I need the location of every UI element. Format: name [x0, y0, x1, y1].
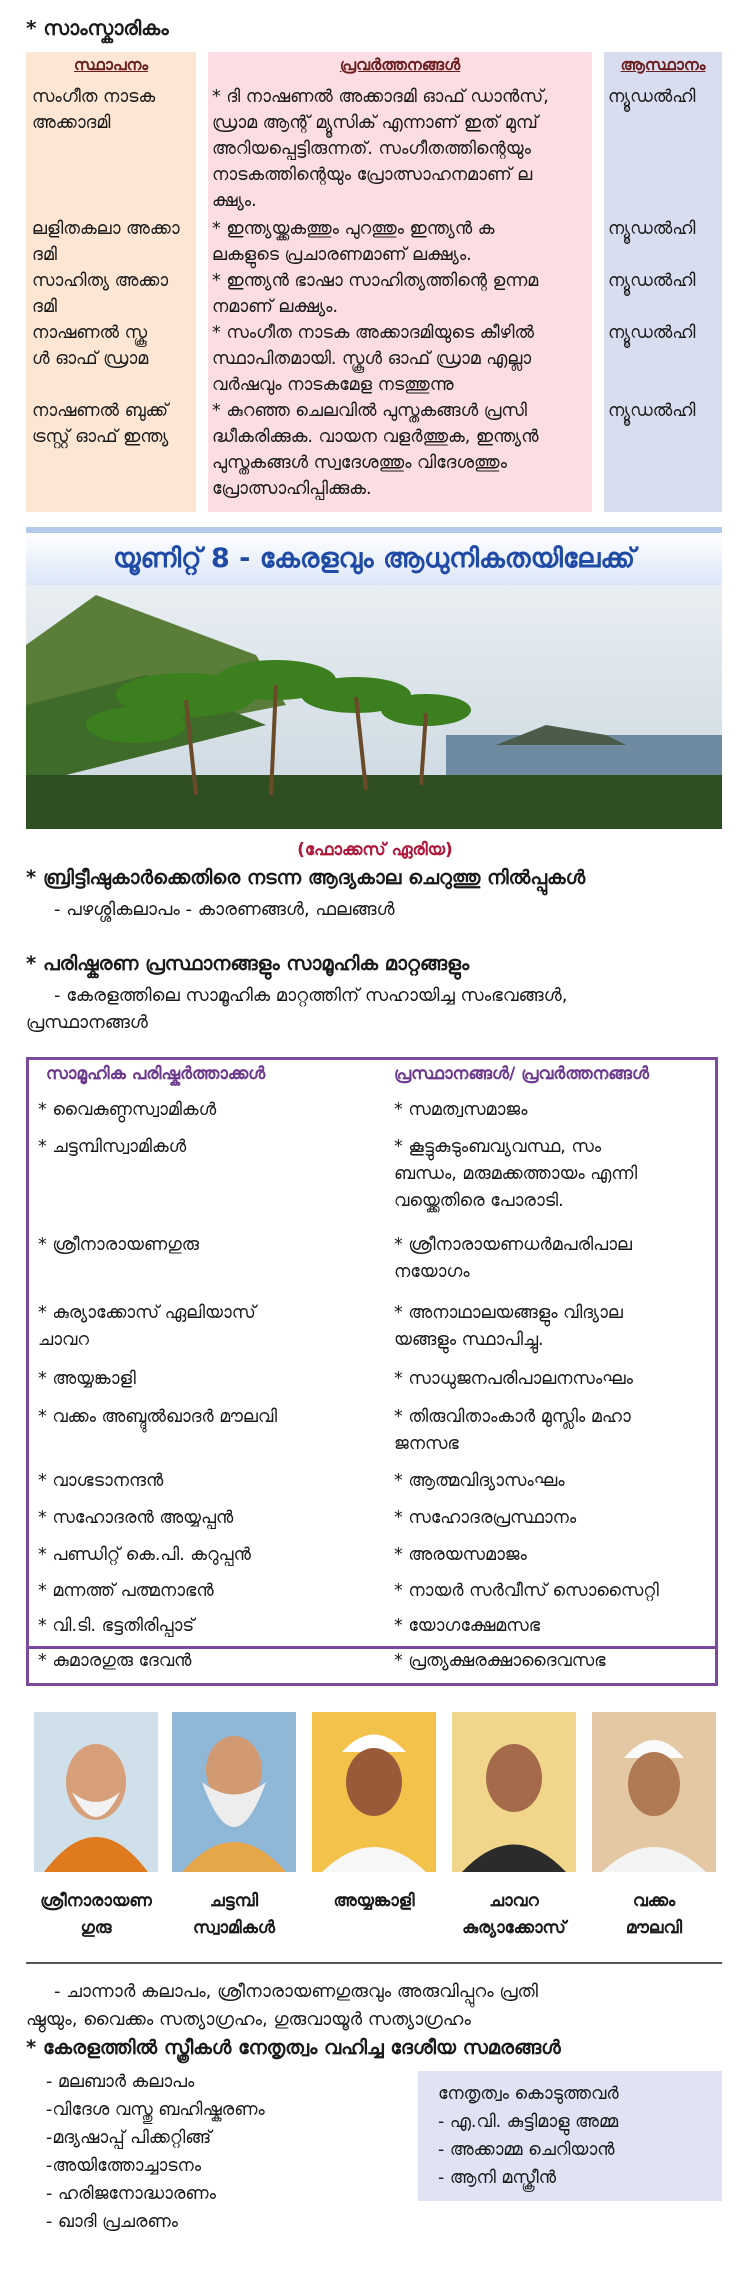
- institution-name: [32, 84, 196, 136]
- leader-item: - ആനി മസ്ക്രീൻ: [438, 2168, 557, 2188]
- line: ജനസഭ: [394, 1434, 459, 1454]
- reformer-movement: [394, 1134, 712, 1215]
- institution-activity: [212, 84, 588, 214]
- line: ലകളുടെ പ്രചാരണമാണ് ലക്ഷ്യം.: [212, 245, 472, 265]
- events-line: - ചാന്നാർ കലാപം, ശ്രീനാരായണഗുരുവും അരുവിപ്പുറം പ്രതി: [54, 1981, 538, 2002]
- point-heading: * ബ്രിട്ടീഷുകാർക്കെതിരെ നടന്ന ആദ്യകാല ചെറുത്തു നിൽപ്പുകൾ: [26, 866, 586, 889]
- portrait-ayyankali: [312, 1712, 436, 1872]
- point-sub: - പഴശ്ശികലാപം - കാരണങ്ങൾ, ഫലങ്ങൾ: [54, 899, 395, 920]
- line: നാഷണൽ സ്കൂ: [32, 323, 148, 343]
- line: * ശ്രീനാരായണധർമപരിപാല: [394, 1235, 632, 1255]
- line: മൗലവി: [625, 1918, 683, 1938]
- header-hq: ആസ്ഥാനം: [620, 55, 706, 74]
- institution-activity: [212, 216, 588, 268]
- line: ബന്ധം, മരുമക്കത്തായം എന്നി: [394, 1164, 638, 1184]
- reformer-movement: * സമത്വസമാജം: [394, 1100, 528, 1120]
- institution-hq: ന്യൂഡൽഹി: [608, 219, 696, 239]
- institution-activity: [212, 320, 588, 398]
- line: * തിരുവിതാംകാർ മുസ്ലിം മഹാ: [394, 1407, 631, 1427]
- line: അറിയപ്പെട്ടിരുന്നത്. സംഗീതത്തിന്റെയും: [212, 139, 532, 159]
- line: * കുര്യാക്കോസ് ഏലിയാസ്: [38, 1303, 256, 1323]
- line: * ഇന്ത്യയ്ക്കകത്തും പുറത്തും ഇന്ത്യൻ ക: [212, 219, 495, 239]
- institution-activity: [212, 268, 588, 320]
- line: ദമി: [32, 297, 57, 317]
- portrait-drawing: [312, 1712, 436, 1872]
- portrait-drawing: [172, 1712, 296, 1872]
- line: * ദി നാഷണൽ അക്കാദമി ഓഫ് ഡാൻസ്,: [212, 87, 549, 107]
- reformer-name: [38, 1300, 378, 1354]
- movement-item: -വിദേശ വസ്തു ബഹിഷ്കരണം: [46, 2100, 265, 2120]
- portrait-caption: [444, 1888, 584, 1942]
- institution-hq: ന്യൂഡൽഹി: [608, 87, 696, 107]
- leader-item: - എ.വി. കുട്ടിമാളു അമ്മ: [438, 2112, 619, 2132]
- leader-item: - അക്കാമ്മ ചെറിയാൻ: [438, 2140, 615, 2160]
- reformers-header-right: പ്രസ്ഥാനങ്ങൾ/ പ്രവർത്തനങ്ങൾ: [394, 1064, 650, 1084]
- reformer-name: * ചട്ടമ്പിസ്വാമികൾ: [38, 1137, 187, 1157]
- line: നാഷണൽ ബുക്ക്: [32, 401, 169, 421]
- movement-item: -മദ്യഷാപ്പ് പിക്കറ്റിങ്ങ്: [46, 2128, 212, 2148]
- line: പുസ്തകങ്ങൾ സ്വദേശത്തും വിദേശത്തും: [212, 453, 507, 473]
- women-struggles-heading: * കേരളത്തിൽ സ്ത്രീകൾ നേതൃത്വം വഹിച്ച ദേശീയ സമരങ്ങൾ: [26, 2036, 561, 2059]
- reformer-movement: * യോഗക്ഷേമസഭ: [394, 1616, 540, 1636]
- line: ഡ്രാമ ആന്റ് മ്യൂസിക് എന്നാണ് ഇത് മുമ്പ്: [212, 113, 538, 133]
- section-divider: [26, 1962, 722, 1964]
- line: * കൂട്ടുകുടുംബവ്യവസ്ഥ, സം: [394, 1137, 602, 1157]
- institution-name: [32, 268, 196, 320]
- line: ഗുരു: [80, 1918, 112, 1938]
- institution-hq: ന്യൂഡൽഹി: [608, 323, 696, 343]
- reformer-movement: [394, 1232, 712, 1286]
- line: ശ്രീനാരായണ: [40, 1891, 152, 1911]
- line: വക്കം: [632, 1891, 676, 1911]
- reformer-movement: * നായർ സർവീസ് സൊസൈറ്റി: [394, 1581, 659, 1601]
- reformer-name: * കുമാരഗുരു ദേവൻ: [38, 1651, 192, 1671]
- line: നയോഗം: [394, 1262, 470, 1282]
- line: നാടകത്തിന്റെയും പ്രോത്സാഹനമാണ് ല: [212, 165, 533, 185]
- point-heading: * പരിഷ്കരണ പ്രസ്ഥാനങ്ങളും സാമൂഹിക മാറ്റങ്ങളും: [26, 952, 470, 975]
- movement-item: - ഖാദി പ്രചരണം: [46, 2212, 178, 2232]
- portrait-caption: [304, 1888, 444, 1915]
- line: സ്വാമികൾ: [193, 1918, 275, 1938]
- kerala-landscape-image: [26, 585, 722, 829]
- landscape-illustration: [26, 585, 722, 829]
- line: ക്ഷ്യം.: [212, 191, 257, 211]
- portrait-drawing: [452, 1712, 576, 1872]
- line: ചട്ടമ്പി: [209, 1891, 259, 1911]
- line: സാഹിത്യ അക്കാ: [32, 271, 169, 291]
- portrait-caption: [164, 1888, 304, 1942]
- section-title-cultural: * സാംസ്കാരികം: [26, 16, 169, 40]
- point-sub: പ്രസ്ഥാനങ്ങൾ: [26, 1012, 148, 1033]
- reformer-movement: [394, 1404, 712, 1458]
- portrait-drawing: [34, 1712, 158, 1872]
- portrait-vakkom-moulavi: [592, 1712, 716, 1872]
- line: വർഷവും നാടകമേള നടത്തുന്നു: [212, 375, 454, 395]
- line: അക്കാദമി: [32, 113, 111, 133]
- portrait-drawing: [592, 1712, 716, 1872]
- line: ദ്ധീകരിക്കുക. വായന വളർത്തുക, ഇന്ത്യൻ: [212, 427, 539, 447]
- line: ദമി: [32, 245, 57, 265]
- reformer-name: * ശ്രീനാരായണഗുരു: [38, 1235, 199, 1255]
- line: * കുറഞ്ഞ ചെലവിൽ പുസ്തകങ്ങൾ പ്രസി: [212, 401, 527, 421]
- institution-activity: [212, 398, 588, 502]
- line: * അനാഥാലയങ്ങളും വിദ്യാല: [394, 1303, 623, 1323]
- line: ചാവറ: [38, 1330, 89, 1350]
- leaders-title: നേതൃത്വം കൊടുത്തവർ: [438, 2084, 619, 2104]
- line: ട്രസ്റ്റ് ഓഫ് ഇന്ത്യ: [32, 427, 169, 447]
- line: ലളിതകലാ അക്കാ: [32, 219, 180, 239]
- reformer-name: * അയ്യങ്കാളി: [38, 1369, 136, 1389]
- reformer-movement: * ആത്മവിദ്യാസംഘം: [394, 1471, 565, 1491]
- institution-name: [32, 398, 196, 450]
- line: യങ്ങളും സ്ഥാപിച്ചു.: [394, 1330, 544, 1350]
- line: നമാണ് ലക്ഷ്യം.: [212, 297, 339, 317]
- reformer-name: * സഹോദരൻ അയ്യപ്പൻ: [38, 1508, 234, 1528]
- portrait-caption: [584, 1888, 724, 1942]
- movement-item: - ഹരിജനോദ്ധാരണം: [46, 2184, 216, 2204]
- line: ചാവറ: [489, 1891, 539, 1911]
- line: പ്രോത്സാഹിപ്പിക്കുക.: [212, 479, 372, 499]
- reformers-header-left: സാമൂഹിക പരിഷ്കർത്താക്കൾ: [46, 1064, 266, 1084]
- reformer-name: * വക്കം അബ്ദുൽഖാദർ മൗലവി: [38, 1407, 278, 1427]
- focus-area-label: (ഫോക്കസ് ഏരിയ): [297, 840, 453, 860]
- line: കുര്യാക്കോസ്: [462, 1918, 566, 1938]
- line: സംഗീത നാടക: [32, 87, 156, 107]
- movement-item: - മലബാർ കലാപം: [46, 2072, 195, 2092]
- line: അയ്യങ്കാളി: [333, 1891, 415, 1911]
- header-institution: സ്ഥാപനം: [73, 55, 149, 74]
- portrait-sreenarayana-guru: [34, 1712, 158, 1872]
- line: * സംഗീത നാടക അക്കാദമിയുടെ കീഴിൽ: [212, 323, 535, 343]
- line: സ്ഥാപിതമായി. സ്കൂൾ ഓഫ് ഡ്രാമ എല്ലാ: [212, 349, 532, 369]
- line: * ഇന്ത്യൻ ഭാഷാ സാഹിത്യത്തിന്റെ ഉന്നമ: [212, 271, 539, 291]
- reformer-name: * വാഗ്ഭടാനന്ദൻ: [38, 1471, 164, 1491]
- institution-name: [32, 320, 196, 372]
- events-line: ഷ്ഠയും, വൈക്കം സത്യാഗ്രഹം, ഗുരുവായൂർ സത്യാഗ്രഹം: [26, 2009, 471, 2030]
- institution-hq: ന്യൂഡൽഹി: [608, 401, 696, 421]
- reformer-movement: * സാധുജനപരിപാലനസംഘം: [394, 1369, 634, 1389]
- point-sub: - കേരളത്തിലെ സാമൂഹിക മാറ്റത്തിന് സഹായിച്ച സംഭവങ്ങൾ,: [54, 985, 568, 1006]
- institution-hq: ന്യൂഡൽഹി: [608, 271, 696, 291]
- reformer-name: * വൈകുണ്ഠസ്വാമികൾ: [38, 1100, 217, 1120]
- movement-item: -അയിത്തോച്ചാടനം: [46, 2156, 202, 2176]
- line: വയ്ക്കെതിരെ പോരാടി.: [394, 1191, 564, 1211]
- reformer-name: * പണ്ഡിറ്റ് കെ.പി. കറുപ്പൻ: [38, 1545, 251, 1565]
- reformer-movement: * സഹോദരപ്രസ്ഥാനം: [394, 1508, 577, 1528]
- reformer-movement: [394, 1300, 712, 1354]
- reformer-movement: * പ്രത്യക്ഷരക്ഷാദൈവസഭ: [394, 1651, 606, 1671]
- portrait-chavara-kuriakose: [452, 1712, 576, 1872]
- institution-name: [32, 216, 196, 268]
- unit-title: യൂണിറ്റ് 8 - കേരളവും ആധുനികതയിലേക്ക്: [26, 527, 722, 585]
- line: ൾ ഓഫ് ഡ്രാമ: [32, 349, 149, 369]
- reformer-name: * വി.ടി. ഭട്ടതിരിപ്പാട്: [38, 1616, 195, 1636]
- header-activities: പ്രവർത്തനങ്ങൾ: [339, 55, 461, 74]
- reformer-name: * മന്നത്ത് പത്മനാഭൻ: [38, 1581, 214, 1601]
- portrait-caption: [26, 1888, 166, 1942]
- reformer-movement: * അരയസമാജം: [394, 1545, 527, 1565]
- portrait-chattampi-swamikal: [172, 1712, 296, 1872]
